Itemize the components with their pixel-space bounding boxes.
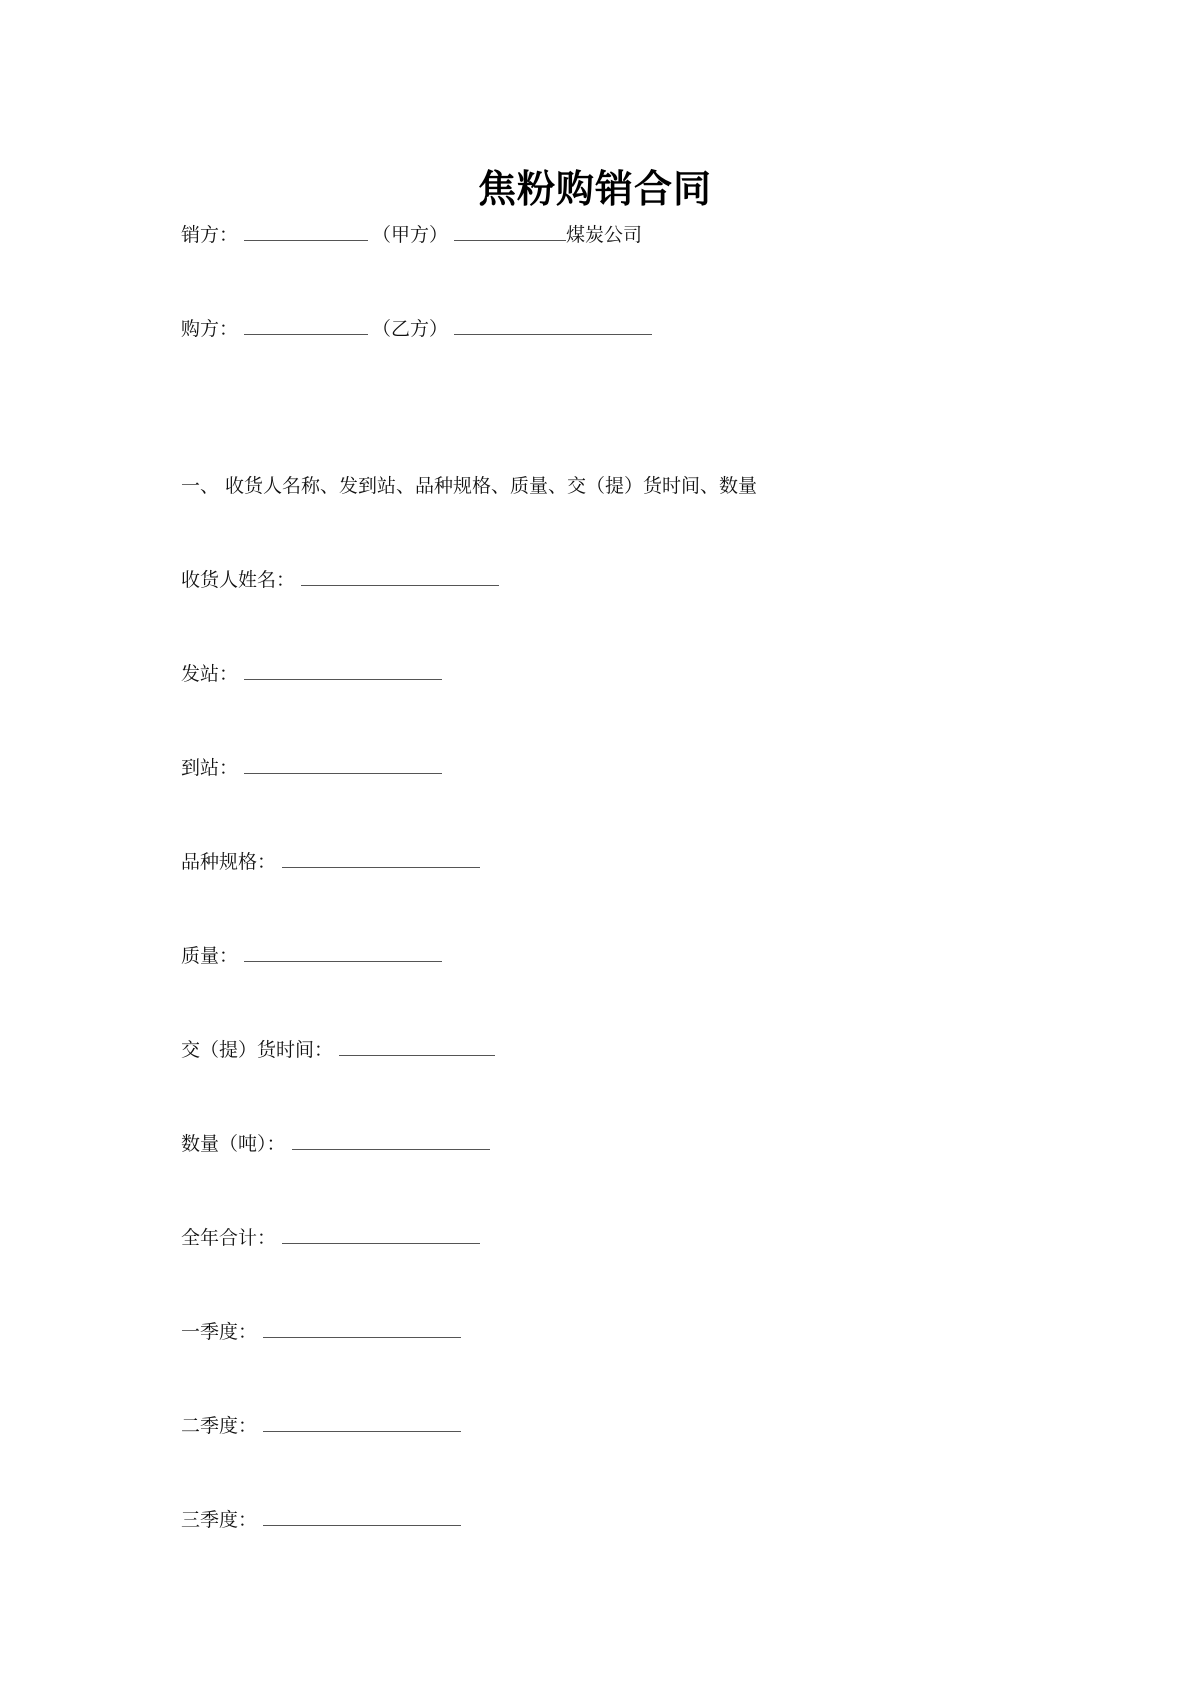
buyer-role: （乙方） — [372, 318, 449, 340]
field-blank[interactable] — [292, 1131, 490, 1150]
field-blank[interactable] — [282, 1225, 480, 1244]
field-label: 品种规格： — [181, 851, 277, 873]
buyer-company-blank[interactable] — [454, 316, 652, 335]
field-label: 数量（吨）： — [181, 1133, 286, 1155]
field-quality — [181, 943, 442, 969]
field-label: 收货人姓名： — [181, 569, 296, 591]
seller-company-blank[interactable] — [454, 222, 566, 241]
buyer-label: 购方： — [181, 318, 239, 340]
field-delivery-time — [181, 1037, 495, 1063]
seller-suffix: 煤炭公司 — [566, 224, 643, 246]
field-variety-spec — [181, 849, 480, 875]
field-q3 — [181, 1507, 461, 1533]
document-title: 焦粉购销合同 — [477, 167, 712, 211]
field-blank[interactable] — [244, 755, 442, 774]
field-label: 三季度： — [181, 1509, 258, 1531]
field-label: 质量： — [181, 945, 239, 967]
field-label: 到站： — [181, 757, 239, 779]
field-consignee-name — [181, 567, 499, 593]
field-q1 — [181, 1319, 461, 1345]
field-blank[interactable] — [244, 661, 442, 680]
buyer-name-blank[interactable] — [244, 316, 368, 335]
field-blank[interactable] — [244, 943, 442, 962]
field-departure-station — [181, 661, 442, 687]
field-annual-total — [181, 1225, 480, 1251]
field-label: 二季度： — [181, 1415, 258, 1437]
field-label: 一季度： — [181, 1321, 258, 1343]
seller-line — [181, 222, 642, 248]
field-blank[interactable] — [339, 1037, 495, 1056]
seller-name-blank[interactable] — [244, 222, 368, 241]
section-heading-1: 一、 收货人名称、发到站、品种规格、质量、交（提）货时间、数量 — [181, 475, 758, 497]
field-quantity-tons — [181, 1131, 490, 1157]
field-blank[interactable] — [263, 1319, 461, 1338]
field-label: 全年合计： — [181, 1227, 277, 1249]
buyer-line — [181, 316, 652, 342]
field-blank[interactable] — [263, 1507, 461, 1526]
field-label: 交（提）货时间： — [181, 1039, 334, 1061]
field-label: 发站： — [181, 663, 239, 685]
seller-role: （甲方） — [372, 224, 449, 246]
field-q2 — [181, 1413, 461, 1439]
seller-label: 销方： — [181, 224, 239, 246]
field-blank[interactable] — [263, 1413, 461, 1432]
field-blank[interactable] — [282, 849, 480, 868]
field-arrival-station — [181, 755, 442, 781]
field-blank[interactable] — [301, 567, 499, 586]
